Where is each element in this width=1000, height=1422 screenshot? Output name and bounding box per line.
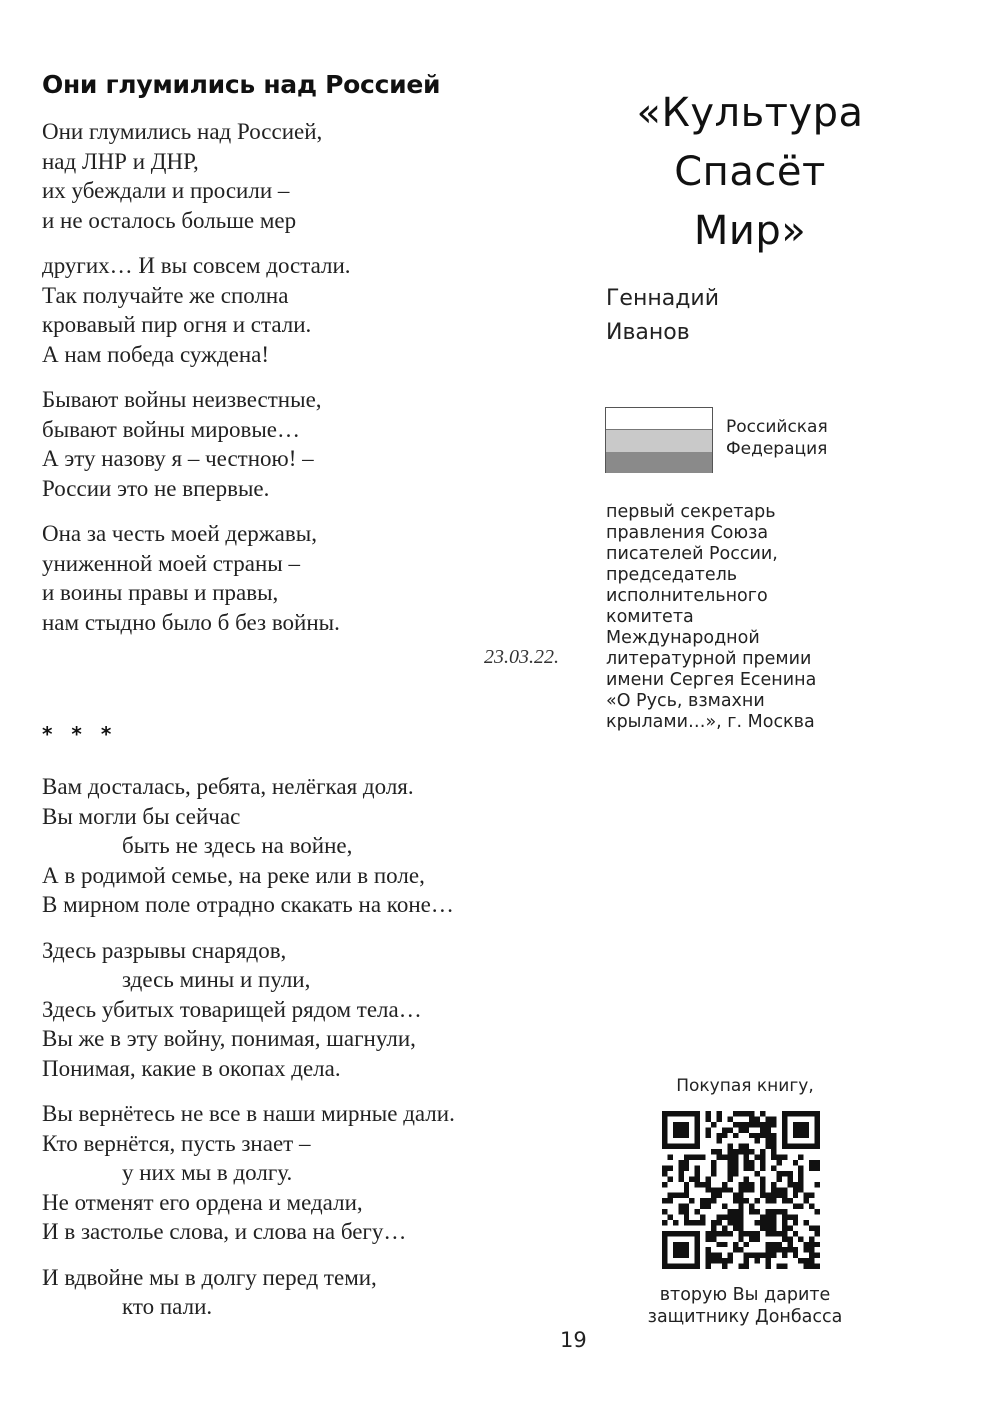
bio-line: правления Союза (606, 523, 769, 543)
poem1-date: 23.03.22. (484, 646, 559, 668)
poem-line: быть не здесь на войне, (122, 833, 353, 858)
flag-stripe-blue (606, 430, 712, 451)
section-separator: * * * (42, 722, 118, 746)
bio-line: комитета (606, 607, 694, 627)
poem-line: Она за честь моей державы, (42, 521, 317, 546)
bio-line: имени Сергея Есенина (606, 670, 817, 690)
poem2 (42, 772, 602, 1338)
author-first-name: Геннадий (606, 286, 720, 311)
poem-line: Они глумились над Россией, (42, 119, 323, 144)
author-name (606, 282, 719, 350)
qr-code-icon[interactable] (662, 1111, 820, 1269)
poem-line: над ЛНР и ДНР, (42, 148, 199, 174)
bio-line: крылами…», г. Москва (606, 712, 815, 732)
poem-line: Вы вернётесь не все в наши мирные дали. (42, 1101, 455, 1126)
poem-line: В мирном поле отрадно скакать на коне… (42, 892, 454, 917)
buy-caption: Покупая книгу, (676, 1076, 814, 1096)
country-line: Федерация (726, 439, 828, 459)
gift-caption (600, 1284, 890, 1328)
poem-line: А нам победа суждена! (42, 341, 270, 367)
poem2-stanza (42, 936, 602, 1084)
poem-line: И в застолье слова, и слова на бегу… (42, 1219, 407, 1244)
bio-line: писателей России, (606, 544, 778, 564)
poem-line: униженной моей страны – (42, 550, 300, 576)
author-last-name: Иванов (606, 320, 690, 345)
poem1-title: Они глумились над Россией (42, 70, 441, 99)
series-title-line: «Культура (636, 90, 864, 136)
poem-line: И вдвойне мы в долгу перед теми, (42, 1264, 377, 1290)
bio-line: литературной премии (606, 649, 812, 669)
country-label (726, 416, 828, 460)
poem2-stanza (42, 1263, 602, 1322)
poem-line: Кто вернётся, пусть знает – (42, 1130, 311, 1156)
flag-stripe-white (606, 408, 712, 430)
poem-line: и воины правы и правы, (42, 580, 279, 605)
series-title (600, 84, 900, 261)
country-line: Российская (726, 417, 828, 437)
series-title-line: Мир» (693, 208, 807, 254)
series-title-line: Спасёт (674, 149, 826, 195)
poem-line: Так получайте же сполна (42, 282, 289, 308)
poem-line: их убеждали и просили – (42, 178, 290, 203)
poem-line: и не осталось больше мер (42, 207, 297, 233)
bio-line: Международной (606, 628, 760, 648)
poem-line: Здесь разрывы снарядов, (42, 937, 287, 963)
poem-line: Бывают войны неизвестные, (42, 387, 322, 412)
poem1-stanza (42, 385, 582, 503)
poem2-stanza (42, 772, 602, 920)
poem-line: нам стыдно было б без войны. (42, 609, 340, 635)
gift-caption-line: вторую Вы дарите (659, 1285, 831, 1305)
poem1 (42, 70, 582, 653)
poem1-stanza (42, 519, 582, 637)
author-bio (606, 502, 876, 733)
poem-line: кровавый пир огня и стали. (42, 312, 312, 337)
poem-line: А в родимой семье, на реке или в поле, (42, 862, 425, 888)
poem-line: кто пали. (122, 1294, 213, 1319)
poem-line: Вы могли бы сейчас (42, 803, 241, 829)
poem1-stanza (42, 251, 582, 369)
bio-line: «О Русь, взмахни (606, 691, 765, 711)
poem1-stanza (42, 117, 582, 235)
poem-line: других… И вы совсем достали. (42, 253, 351, 278)
bio-line: председатель (606, 565, 738, 585)
page-number: 19 (560, 1328, 587, 1352)
poem-line: Вы же в эту войну, понимая, шагнули, (42, 1026, 416, 1051)
poem2-stanza (42, 1099, 602, 1247)
poem-line: Понимая, какие в окопах дела. (42, 1055, 341, 1081)
russian-flag-icon (605, 407, 713, 473)
poem-line: А эту назову я – честною! – (42, 446, 314, 471)
poem-line: Не отменят его ордена и медали, (42, 1189, 363, 1215)
poem-line: у них мы в долгу. (122, 1160, 293, 1185)
bio-line: первый секретарь (606, 502, 776, 522)
author-sidebar (600, 0, 990, 1422)
poem-line: Здесь убитых товарищей рядом тела… (42, 996, 422, 1022)
bio-line: исполнительного (606, 586, 768, 606)
poem-line: бывают войны мировые… (42, 416, 301, 442)
poem-line: здесь мины и пули, (122, 967, 311, 992)
poem-line: Вам досталась, ребята, нелёгкая доля. (42, 774, 414, 799)
gift-caption-line: защитнику Донбасса (647, 1307, 843, 1327)
poem-line: России это не впервые. (42, 475, 270, 501)
flag-stripe-red (606, 452, 712, 473)
